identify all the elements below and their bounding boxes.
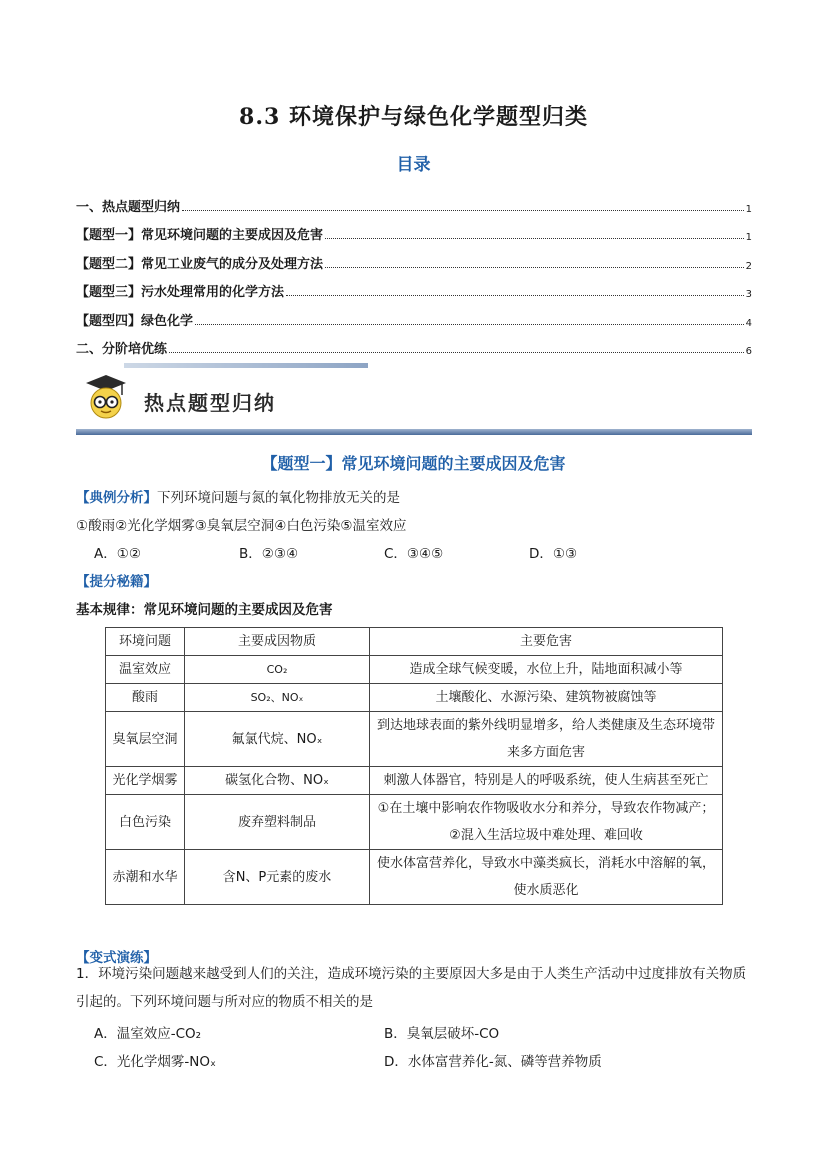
toc-entry-label: 【题型一】常见环境问题的主要成因及危害 xyxy=(76,228,324,243)
practice-tag: 【变式演练】 xyxy=(76,950,157,966)
table-cell: 赤潮和水华 xyxy=(106,850,185,905)
toc-entry[interactable] xyxy=(76,243,752,272)
table-row xyxy=(106,684,723,712)
toc-entry[interactable] xyxy=(76,272,752,301)
table-cell: 使水体富营养化，导致水中藻类疯长，消耗水中溶解的氧，使水质恶化 xyxy=(370,850,723,905)
table-header: 环境问题 xyxy=(106,628,185,656)
toc-entry-label: 二、分阶培优练 xyxy=(76,342,168,357)
table-row xyxy=(106,656,723,684)
table-cell: 氟氯代烷、NOₓ xyxy=(185,712,370,767)
table-row xyxy=(106,712,723,767)
page-title: 8.3 环境保护与绿色化学题型归类 xyxy=(239,104,588,130)
example-question: 下列环境问题与氮的氧化物排放无关的是 xyxy=(157,490,400,506)
table-cell: 臭氧层空洞 xyxy=(106,712,185,767)
table-cell: CO₂ xyxy=(185,656,370,684)
table-cell: 刺激人体器官，特别是人的呼吸系统，使人生病甚至死亡 xyxy=(370,767,723,795)
table-row xyxy=(106,850,723,905)
table-cell: 光化学烟雾 xyxy=(106,767,185,795)
table-cell: ①在土壤中影响农作物吸收水分和养分，导致农作物减产；②混入生活垃圾中难处理、难回收 xyxy=(370,795,723,850)
table-cell: 白色污染 xyxy=(106,795,185,850)
choice-b[interactable]: B．臭氧层破坏-CO xyxy=(384,1026,500,1042)
section-banner xyxy=(76,363,752,439)
toc-entry-page: 1 xyxy=(745,203,752,215)
banner-bottom-rule xyxy=(76,429,752,435)
table-cell: SO₂、NOₓ xyxy=(185,684,370,712)
practice-choices-row-1 xyxy=(94,1022,694,1042)
banner-label: 热点题型归纳 xyxy=(144,391,276,415)
toc-entry-page: 2 xyxy=(745,260,752,272)
table-cell: 温室效应 xyxy=(106,656,185,684)
environment-problems-table xyxy=(105,627,723,905)
section-title: 【题型一】常见环境问题的主要成因及危害 xyxy=(261,454,566,473)
toc-entry-label: 【题型四】绿色化学 xyxy=(76,313,194,329)
example-tag: 【典例分析】 xyxy=(76,490,157,506)
tips-tag: 【提分秘籍】 xyxy=(76,574,157,590)
table-row xyxy=(106,795,723,850)
toc-entry-label: 【题型三】污水处理常用的化学方法 xyxy=(76,285,285,300)
toc-entry-page: 1 xyxy=(745,232,752,243)
option-c[interactable]: C．③④⑤ xyxy=(384,546,444,562)
table-row xyxy=(106,767,723,795)
toc-entry[interactable] xyxy=(76,186,752,215)
toc-entry[interactable] xyxy=(76,329,752,358)
banner-top-rule xyxy=(124,363,368,368)
toc-entry-page: 6 xyxy=(745,346,752,357)
toc-heading: 目录 xyxy=(396,155,431,175)
table-header: 主要危害 xyxy=(370,628,723,656)
example-line xyxy=(76,486,400,506)
toc-entry-page: 3 xyxy=(745,289,752,300)
table-header-row xyxy=(106,628,723,656)
option-b[interactable]: B．②③④ xyxy=(239,546,299,562)
practice-question: 1．环境污染问题越来越受到人们的关注，造成环境污染的主要原因大多是由于人类生产活动中过度排放有关物质引起的。下列环境问题与所对应的物质不相关的是 xyxy=(76,966,747,1010)
toc-entry[interactable] xyxy=(76,300,752,329)
scholar-avatar-icon xyxy=(82,371,130,421)
table-cell: 到达地球表面的紫外线明显增多，给人类健康及生态环境带来多方面危害 xyxy=(370,712,723,767)
option-d[interactable]: D．①③ xyxy=(529,546,578,562)
example-items: ①酸雨②光化学烟雾③臭氧层空洞④白色污染⑤温室效应 xyxy=(76,518,407,534)
table-cell: 酸雨 xyxy=(106,684,185,712)
table-of-contents xyxy=(76,186,752,357)
toc-entry[interactable] xyxy=(76,215,752,244)
table-cell: 含N、P元素的废水 xyxy=(185,850,370,905)
toc-entry-page: 4 xyxy=(745,317,752,329)
choice-d[interactable]: D．水体富营养化-氮、磷等营养物质 xyxy=(384,1054,602,1070)
choice-c[interactable]: C．光化学烟雾-NOₓ xyxy=(94,1054,217,1070)
toc-entry-label: 【题型二】常见工业废气的成分及处理方法 xyxy=(76,256,324,272)
option-a[interactable]: A．①② xyxy=(94,546,141,562)
example-options xyxy=(94,542,754,562)
practice-choices-row-2 xyxy=(94,1050,694,1070)
table-cell: 造成全球气候变暖，水位上升，陆地面积减小等 xyxy=(370,656,723,684)
table-header: 主要成因物质 xyxy=(185,628,370,656)
table-cell: 碳氢化合物、NOₓ xyxy=(185,767,370,795)
table-cell: 土壤酸化、水源污染、建筑物被腐蚀等 xyxy=(370,684,723,712)
table-cell: 废弃塑料制品 xyxy=(185,795,370,850)
choice-a[interactable]: A．温室效应-CO₂ xyxy=(94,1026,202,1042)
rule-heading: 基本规律：常见环境问题的主要成因及危害 xyxy=(76,602,333,618)
toc-entry-label: 一、热点题型归纳 xyxy=(76,199,181,215)
